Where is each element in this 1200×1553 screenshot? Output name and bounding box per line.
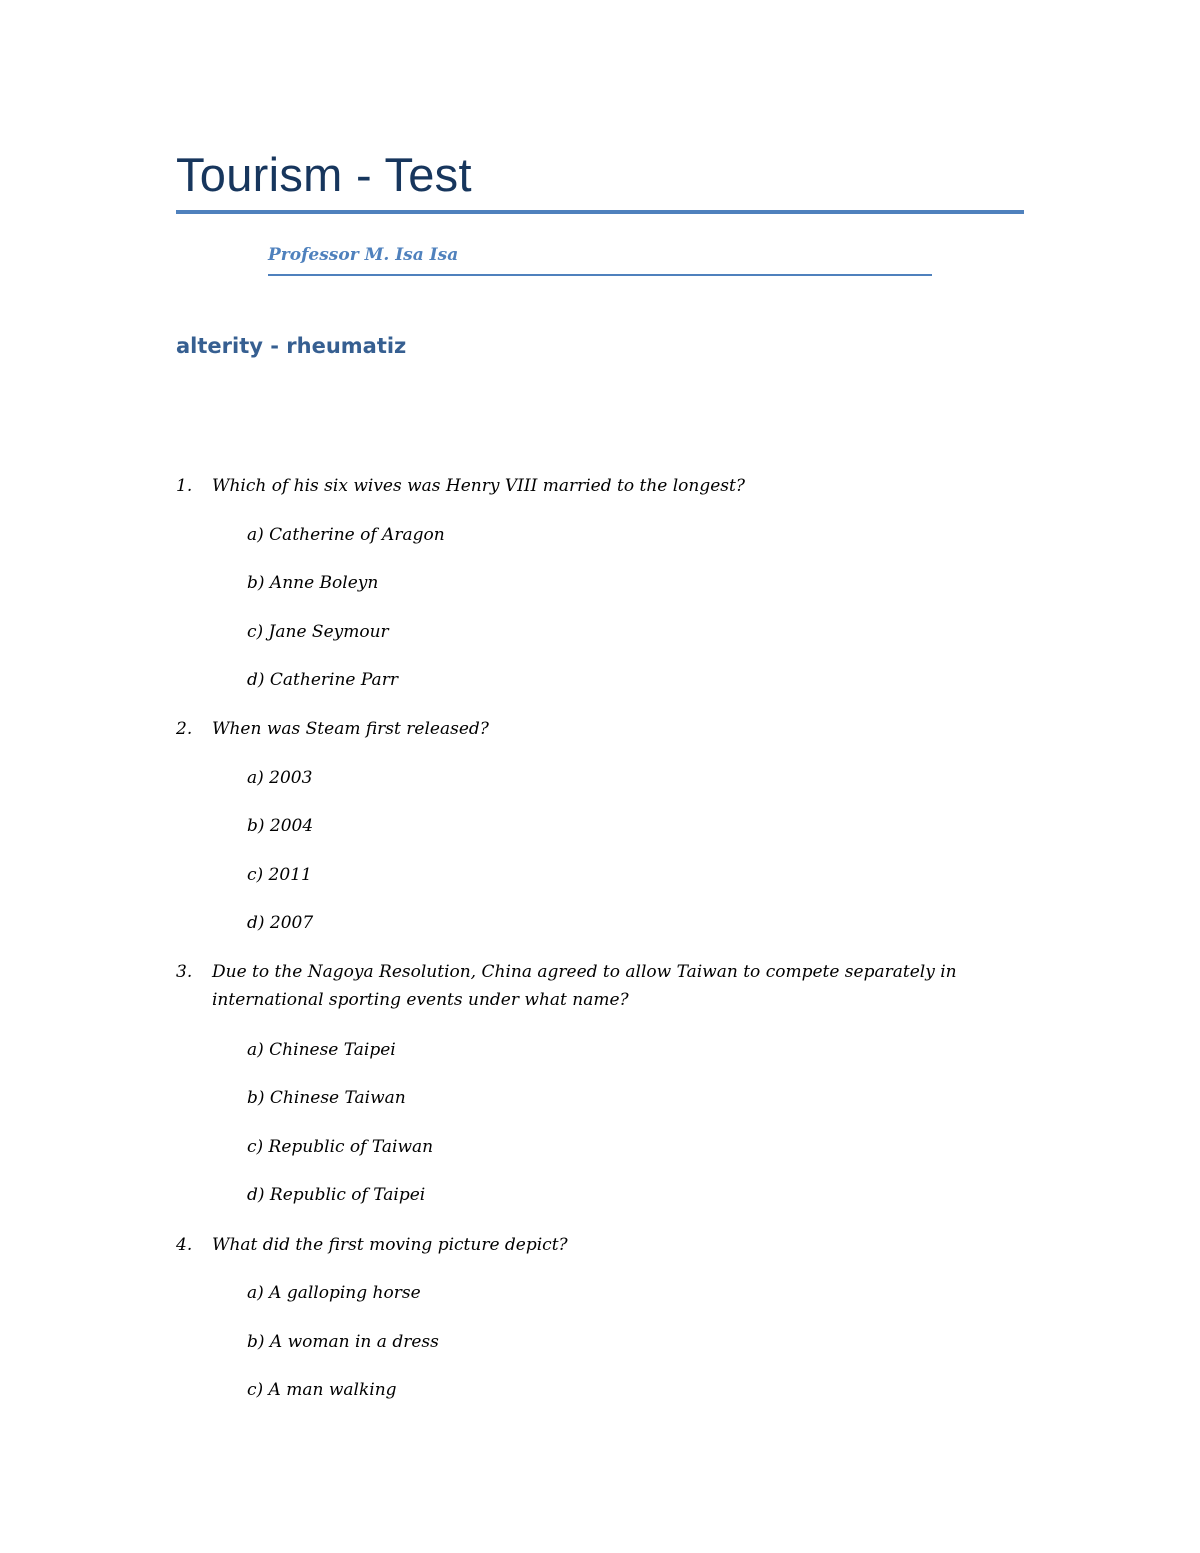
section-heading: alterity - rheumatiz — [176, 334, 407, 358]
option-item: c) 2011 — [247, 865, 312, 885]
option-item: c) A man walking — [247, 1380, 397, 1400]
question-number: 2. — [176, 719, 193, 739]
title-underline — [176, 210, 1024, 214]
question-text: Which of his six wives was Henry VIII married to the longest? — [212, 476, 745, 496]
option-item: a) Chinese Taipei — [247, 1040, 396, 1060]
option-item: a) 2003 — [247, 768, 313, 788]
option-item: a) Catherine of Aragon — [247, 525, 445, 545]
option-item: b) 2004 — [247, 816, 314, 836]
option-item: d) 2007 — [247, 913, 314, 933]
question-text: Due to the Nagoya Resolution, China agreed to allow Taiwan to compete separately in international sporting events under what name? — [212, 962, 957, 1010]
option-item: c) Jane Seymour — [247, 622, 389, 642]
option-item: b) Chinese Taiwan — [247, 1088, 406, 1108]
option-item: b) A woman in a dress — [247, 1332, 439, 1352]
subtitle-underline — [268, 274, 932, 276]
option-item: d) Catherine Parr — [247, 670, 398, 690]
question-number: 3. — [176, 962, 193, 982]
question-1 — [176, 472, 1006, 500]
document-title: Tourism - Test — [176, 148, 472, 201]
option-item: d) Republic of Taipei — [247, 1185, 426, 1205]
question-4 — [176, 1231, 1006, 1259]
option-item: c) Republic of Taiwan — [247, 1137, 434, 1157]
document-subtitle: Professor M. Isa Isa — [268, 245, 459, 265]
option-item: a) A galloping horse — [247, 1283, 421, 1303]
question-text: What did the first moving picture depict? — [212, 1235, 568, 1255]
question-3 — [176, 958, 1006, 1014]
question-number: 4. — [176, 1235, 193, 1255]
question-number: 1. — [176, 476, 193, 496]
question-text: When was Steam first released? — [212, 719, 489, 739]
option-item: b) Anne Boleyn — [247, 573, 379, 593]
question-2 — [176, 715, 1006, 743]
